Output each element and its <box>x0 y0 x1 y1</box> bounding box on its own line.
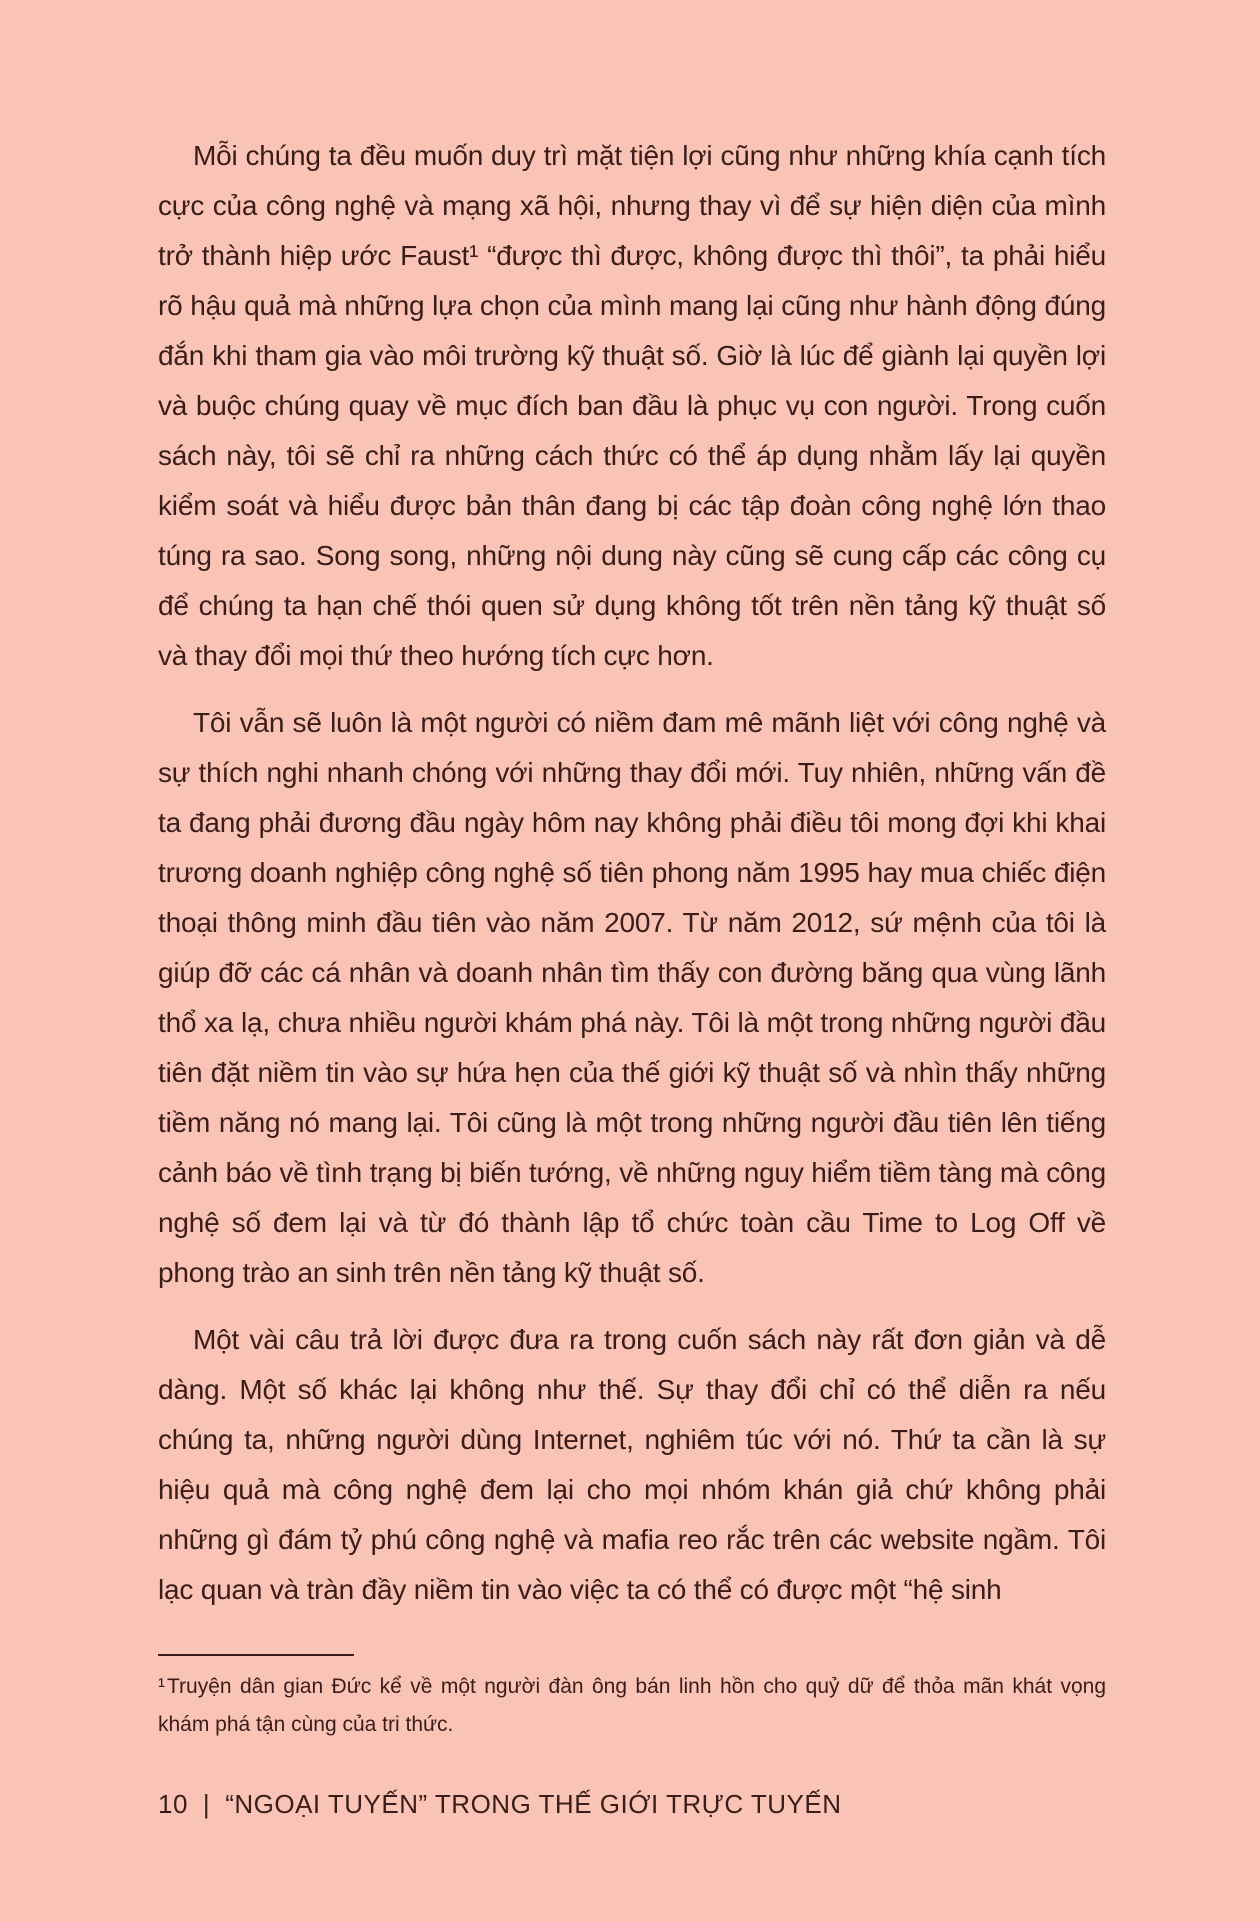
footer-separator: | <box>202 1789 211 1819</box>
body-paragraph-1: Mỗi chúng ta đều muốn duy trì mặt tiện lợi cũng như những khía cạnh tích cực của công nghệ và mạng xã hội, nhưng thay vì để sự hiện diện của mình trở thành hiệp ước Faust¹ “được thì được, không được thì thôi”, ta phải hiểu rõ hậu quả mà những lựa chọn của mình mang lại cũng như hành động đúng đắn khi tham gia vào môi trường kỹ thuật số. Giờ là lúc để giành lại quyền lợi và buộc chúng quay về mục đích ban đầu là phục vụ con người. Trong cuốn sách này, tôi sẽ chỉ ra những cách thức có thể áp dụng nhằm lấy lại quyền kiểm soát và hiểu được bản thân đang bị các tập đoàn công nghệ lớn thao túng ra sao. Song song, những nội dung này cũng sẽ cung cấp các công cụ để chúng ta hạn chế thói quen sử dụng không tốt trên nền tảng kỹ thuật số và thay đổi mọi thứ theo hướng tích cực hơn. <box>158 140 1106 671</box>
body-paragraph-3: Một vài câu trả lời được đưa ra trong cuốn sách này rất đơn giản và dễ dàng. Một số khác lại không như thế. Sự thay đổi chỉ có thể diễn ra nếu chúng ta, những người dùng Internet, nghiêm túc với nó. Thứ ta cần là sự hiệu quả mà công nghệ đem lại cho mọi nhóm khán giả chứ không phải những gì đám tỷ phú công nghệ và mafia reo rắc trên các website ngầm. Tôi lạc quan và tràn đầy niềm tin vào việc ta có thể có được một “hệ sinh <box>158 1324 1106 1605</box>
footnote-marker: ¹ <box>158 1675 165 1698</box>
page-body <box>158 131 1106 1632</box>
footnote-text <box>158 1668 1106 1744</box>
page-number: 10 <box>158 1789 188 1819</box>
footnote-area <box>158 1654 1106 1744</box>
running-title: “NGOẠI TUYẾN” TRONG THẾ GIỚI TRỰC TUYẾN <box>225 1789 842 1819</box>
page-footer <box>158 1789 842 1820</box>
body-paragraph-2: Tôi vẫn sẽ luôn là một người có niềm đam mê mãnh liệt với công nghệ và sự thích nghi nhanh chóng với những thay đổi mới. Tuy nhiên, những vấn đề ta đang phải đương đầu ngày hôm nay không phải điều tôi mong đợi khi khai trương doanh nghiệp công nghệ số tiên phong năm 1995 hay mua chiếc điện thoại thông minh đầu tiên vào năm 2007. Từ năm 2012, sứ mệnh của tôi là giúp đỡ các cá nhân và doanh nhân tìm thấy con đường băng qua vùng lãnh thổ xa lạ, chưa nhiều người khám phá này. Tôi là một trong những người đầu tiên đặt niềm tin vào sự hứa hẹn của thế giới kỹ thuật số và nhìn thấy những tiềm năng nó mang lại. Tôi cũng là một trong những người đầu tiên lên tiếng cảnh báo về tình trạng bị biến tướng, về những nguy hiểm tiềm tàng mà công nghệ số đem lại và từ đó thành lập tổ chức toàn cầu Time to Log Off về phong trào an sinh trên nền tảng kỹ thuật số. <box>158 707 1106 1288</box>
footnote-body: Truyện dân gian Đức kể về một người đàn ông bán linh hồn cho quỷ dữ để thỏa mãn khát vọng khám phá tận cùng của tri thức. <box>158 1675 1106 1736</box>
footnote-divider <box>158 1654 354 1656</box>
